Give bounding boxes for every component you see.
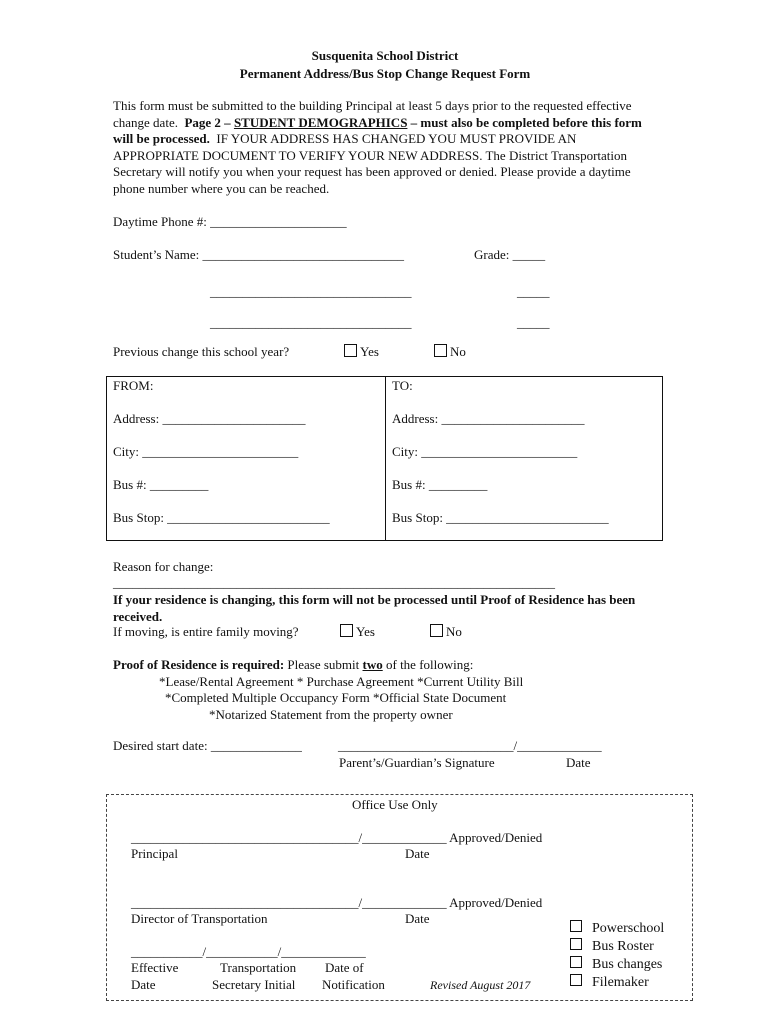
director-label: Director of Transportation (131, 911, 268, 926)
student-name-field[interactable]: Student’s Name: _______________________________ (113, 247, 405, 262)
office-checklist-item-2[interactable] (570, 938, 654, 955)
director-approval-line[interactable]: ___________________________________/_____________ Approved/Denied (131, 895, 543, 910)
yes-label: Yes (360, 344, 379, 359)
from-to-divider (385, 376, 386, 541)
bus-changes-checkbox[interactable] (570, 956, 582, 968)
moving-yes-checkbox[interactable] (340, 624, 353, 637)
to-header: TO: (392, 378, 413, 393)
intro-page2-suffix: – must also be completed before this form will be processed. (113, 114, 642, 147)
proof-heading (113, 657, 473, 673)
office-checklist-item-4[interactable] (570, 974, 649, 991)
principal-approval-line[interactable]: ___________________________________/_____________ Approved/Denied (131, 830, 543, 845)
moving-yes[interactable] (340, 624, 375, 640)
reason-label: Reason for change: (113, 559, 214, 574)
grade-line-3[interactable]: _____ (517, 315, 550, 330)
proof-line-2: *Completed Multiple Occupancy Form *Official State Document (165, 690, 507, 705)
residence-warning: If your residence is changing, this form will not be processed until Proof of Residence has been received. (113, 592, 636, 624)
powerschool-label: Powerschool (592, 921, 665, 936)
from-bus-field[interactable]: Bus #: _________ (113, 477, 209, 492)
form-title: Permanent Address/Bus Stop Change Request Form (239, 66, 531, 81)
yes-checkbox[interactable] (344, 344, 357, 357)
moving-question: If moving, is entire family moving? (113, 624, 299, 639)
bus-changes-label: Bus changes (592, 957, 663, 972)
moving-yes-label: Yes (356, 624, 375, 639)
parent-signature-line[interactable]: ___________________________/_____________ (338, 738, 602, 753)
from-city-field[interactable]: City: ________________________ (113, 444, 299, 459)
intro-paragraph (113, 98, 658, 198)
proof-two: two (362, 657, 383, 672)
office-bottom-line[interactable]: ___________/___________/_____________ (131, 944, 366, 959)
previous-change-no[interactable] (434, 344, 466, 360)
secretary-label-1: Transportation (220, 960, 297, 975)
no-checkbox[interactable] (434, 344, 447, 357)
to-city-field[interactable]: City: ________________________ (392, 444, 578, 459)
student-name-line-2[interactable]: _______________________________ (210, 284, 412, 299)
to-bus-stop-field[interactable]: Bus Stop: _________________________ (392, 510, 609, 525)
effective-label-2: Date (131, 977, 156, 992)
powerschool-checkbox[interactable] (570, 920, 582, 932)
principal-date-label: Date (405, 846, 430, 861)
bus-roster-label: Bus Roster (592, 939, 654, 954)
previous-change-question: Previous change this school year? (113, 344, 290, 359)
proof-text-before: Please submit (284, 657, 363, 672)
notification-label-2: Notification (322, 977, 385, 992)
signature-date-label: Date (566, 755, 591, 770)
moving-no-checkbox[interactable] (430, 624, 443, 637)
revised-date: Revised August 2017 (430, 978, 531, 992)
notification-label-1: Date of (325, 960, 364, 975)
to-bus-field[interactable]: Bus #: _________ (392, 477, 488, 492)
office-checklist-item-1[interactable] (570, 920, 664, 937)
no-label: No (450, 344, 466, 359)
grade-line-2[interactable]: _____ (517, 284, 550, 299)
office-checklist-item-3[interactable] (570, 956, 662, 973)
reason-line[interactable]: ____________________________________________________________________ (113, 575, 555, 590)
proof-line-3: *Notarized Statement from the property owner (209, 707, 453, 722)
to-address-field[interactable]: Address: ______________________ (392, 411, 585, 426)
student-name-line-3[interactable]: _______________________________ (210, 315, 412, 330)
filemaker-checkbox[interactable] (570, 974, 582, 986)
district-name: Susquenita School District (311, 48, 459, 63)
parent-signature-label: Parent’s/Guardian’s Signature (339, 755, 495, 770)
filemaker-label: Filemaker (592, 975, 649, 990)
moving-no[interactable] (430, 624, 462, 640)
intro-student-demographics: STUDENT DEMOGRAPHICS (233, 114, 408, 130)
intro-text-1: This form must be submitted to the building Principal at least 5 days prior to the requested effective change date. (113, 98, 632, 130)
proof-line-1: *Lease/Rental Agreement * Purchase Agreement *Current Utility Bill (159, 674, 524, 689)
director-date-label: Date (405, 911, 430, 926)
proof-text-after: of the following: (382, 657, 474, 672)
grade-field[interactable]: Grade: _____ (474, 247, 546, 262)
from-address-field[interactable]: Address: ______________________ (113, 411, 306, 426)
effective-label-1: Effective (131, 960, 179, 975)
office-use-title: Office Use Only (352, 797, 438, 812)
proof-label: Proof of Residence is required: (113, 657, 285, 672)
moving-no-label: No (446, 624, 462, 639)
bus-roster-checkbox[interactable] (570, 938, 582, 950)
principal-label: Principal (131, 846, 178, 861)
intro-page2-prefix: Page 2 – (184, 114, 234, 130)
daytime-phone-field[interactable]: Daytime Phone #: _____________________ (113, 214, 347, 229)
from-bus-stop-field[interactable]: Bus Stop: _________________________ (113, 510, 330, 525)
secretary-label-2: Secretary Initial (212, 977, 296, 992)
from-header: FROM: (113, 378, 154, 393)
previous-change-yes[interactable] (344, 344, 379, 360)
desired-start-field[interactable]: Desired start date: ______________ (113, 738, 302, 753)
intro-text-2: IF YOUR ADDRESS HAS CHANGED YOU MUST PROVIDE AN APPROPRIATE DOCUMENT TO VERIFY YOUR NEW ADDRESS. The District Transportation Secretary will notify you when your request has been approved or denied. Please provide a daytime phone number where you can be reached. (113, 131, 631, 196)
